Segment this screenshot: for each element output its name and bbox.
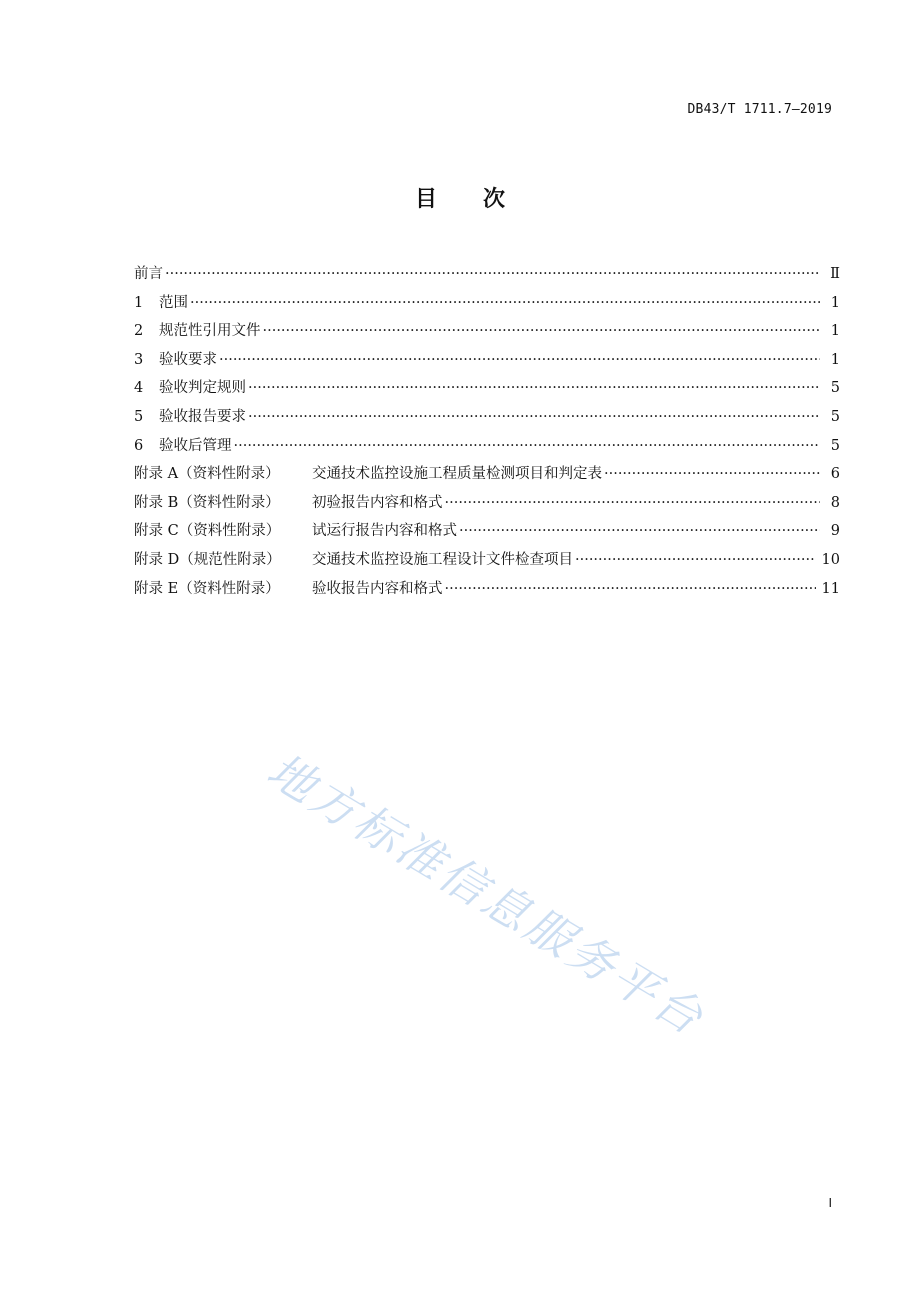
toc-leader-dots <box>248 380 820 396</box>
toc-entry-label: 试运行报告内容和格式 <box>312 523 457 540</box>
watermark: 地方标准信息服务平台 <box>258 742 715 1047</box>
toc-entry-page: 10 <box>821 551 840 568</box>
toc-entry-page: 11 <box>821 580 840 597</box>
toc-leader-dots <box>445 495 821 511</box>
toc-entry-label: 验收报告内容和格式 <box>312 580 443 597</box>
toc-entry-report-requirements[interactable] <box>134 405 840 434</box>
toc-entry-page: Ⅱ <box>830 266 840 282</box>
toc-leader-dots <box>234 438 821 454</box>
toc-entry-page: 8 <box>830 494 840 511</box>
toc-entry-label: 交通技术监控设施工程质量检测项目和判定表 <box>312 466 602 483</box>
toc-leader-dots <box>604 466 820 482</box>
toc-entry-page: 1 <box>830 323 840 340</box>
toc-leader-dots <box>190 295 820 311</box>
toc-leader-dots <box>575 552 816 568</box>
toc-entry-label: 规范性引用文件 <box>159 323 261 340</box>
toc-leader-dots <box>459 523 820 539</box>
toc-entry-acceptance-rules[interactable] <box>134 376 840 405</box>
toc-entry-normative-references[interactable] <box>134 319 840 348</box>
toc-entry-appendix-a[interactable] <box>134 462 840 491</box>
toc-entry-appendix-c[interactable] <box>134 519 840 548</box>
toc-appendix-prefix: 附录 E（资料性附录） <box>134 580 280 597</box>
toc-entry-number: 5 <box>134 408 144 425</box>
toc-entry-page: 9 <box>830 523 840 540</box>
table-of-contents <box>134 262 840 605</box>
toc-entry-label: 验收判定规则 <box>159 380 246 397</box>
document-code: DB43/T 1711.7—2019 <box>687 102 832 117</box>
toc-entry-page: 1 <box>830 351 840 368</box>
toc-entry-number: 2 <box>134 323 144 340</box>
toc-entry-post-acceptance[interactable] <box>134 434 840 463</box>
toc-entry-scope[interactable] <box>134 291 840 320</box>
title-char-1: 目 <box>414 187 437 212</box>
toc-entry-number: 4 <box>134 380 144 397</box>
toc-leader-dots <box>263 323 821 339</box>
toc-entry-label: 验收要求 <box>159 351 217 368</box>
toc-entry-page: 5 <box>830 380 840 397</box>
page-number: I <box>828 1196 832 1210</box>
toc-leader-dots <box>248 409 820 425</box>
toc-leader-dots <box>219 352 820 368</box>
toc-entry-label: 验收报告要求 <box>159 408 246 425</box>
toc-entry-appendix-d[interactable] <box>134 548 840 577</box>
toc-appendix-prefix: 附录 A（资料性附录） <box>134 466 280 483</box>
toc-leader-dots <box>445 581 816 597</box>
toc-leader-dots <box>165 266 820 282</box>
toc-entry-acceptance-requirements[interactable] <box>134 348 840 377</box>
toc-entry-number: 1 <box>134 294 144 311</box>
toc-entry-label: 初验报告内容和格式 <box>312 494 443 511</box>
toc-entry-label: 交通技术监控设施工程设计文件检查项目 <box>312 551 573 568</box>
toc-entry-number: 3 <box>134 351 144 368</box>
toc-entry-label: 前言 <box>134 266 163 282</box>
toc-entry-label: 范围 <box>159 294 188 311</box>
toc-entry-number: 6 <box>134 437 144 454</box>
toc-entry-page: 5 <box>830 408 840 425</box>
toc-appendix-prefix: 附录 D（规范性附录） <box>134 551 281 568</box>
toc-entry-label: 验收后管理 <box>159 437 232 454</box>
title-char-2: 次 <box>483 187 506 212</box>
toc-entry-page: 6 <box>830 466 840 483</box>
toc-appendix-prefix: 附录 B（资料性附录） <box>134 494 280 511</box>
toc-entry-foreword[interactable] <box>134 262 840 291</box>
toc-entry-page: 1 <box>830 294 840 311</box>
page-title <box>0 182 920 213</box>
toc-entry-appendix-e[interactable] <box>134 577 840 606</box>
toc-entry-appendix-b[interactable] <box>134 491 840 520</box>
toc-entry-page: 5 <box>830 437 840 454</box>
toc-appendix-prefix: 附录 C（资料性附录） <box>134 523 281 540</box>
